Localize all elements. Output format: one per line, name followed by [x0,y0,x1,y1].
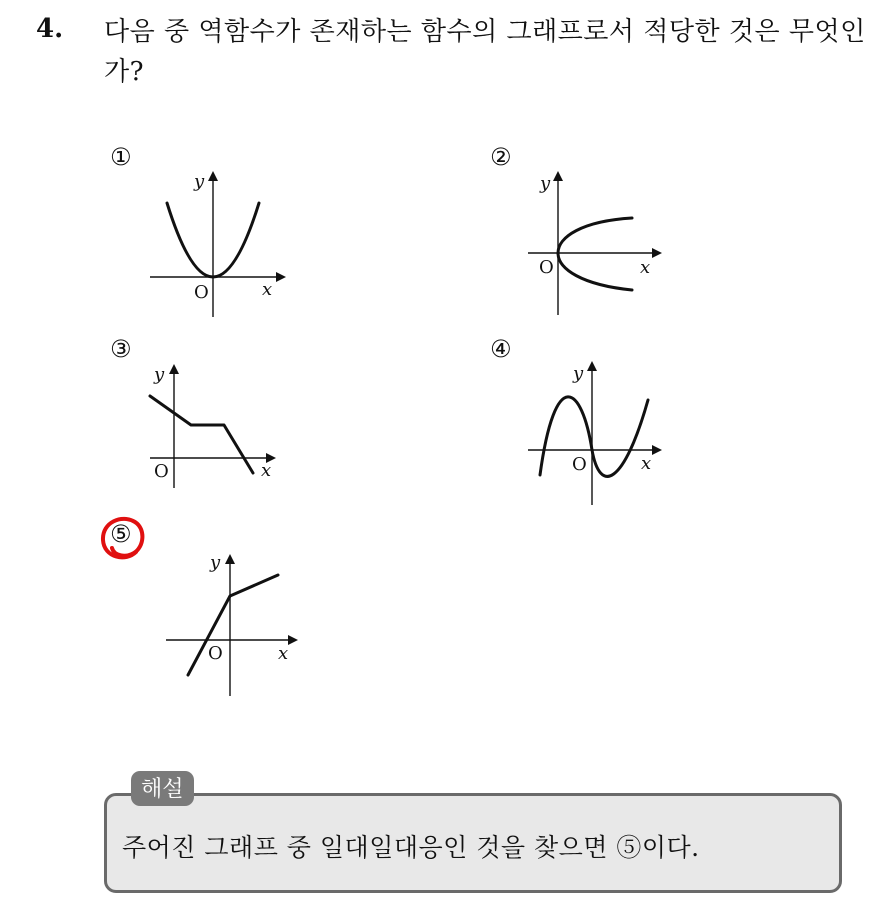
choice-4-graph [520,355,670,510]
x-axis-label: x [278,643,289,664]
increasing-piecewise-line [188,575,278,675]
explanation-text: 주어진 그래프 중 일대일대응인 것을 찾으면 ⑤이다. [122,833,700,862]
y-axis-arrow [587,361,597,371]
choice-1-label[interactable]: ① [110,143,132,171]
question-number: 4. [36,14,64,44]
answer-circle-mark [98,512,148,562]
choice-3-label[interactable]: ③ [110,335,132,363]
origin-label: O [154,461,169,482]
y-axis-arrow [553,171,563,181]
y-axis-arrow [225,554,235,564]
x-axis-label: x [261,460,272,481]
origin-label: O [572,454,587,475]
choice-3-graph [140,358,290,493]
x-axis-arrow [276,272,286,282]
x-axis-label: x [640,257,651,278]
cubic-curve [540,397,648,477]
origin-label: O [194,282,209,303]
y-axis-label: y [210,552,221,573]
origin-label: O [539,257,554,278]
choice-5-graph [160,548,310,703]
x-axis-label: x [262,279,273,300]
choice-2-label[interactable]: ② [490,143,512,171]
y-axis-label: y [540,173,551,194]
explanation-tag: 해설 [131,771,194,806]
x-axis-arrow [288,635,298,645]
x-axis-arrow [652,445,662,455]
question-text: 다음 중 역함수가 존재하는 함수의 그래프로서 적당한 것은 무엇인가? [104,17,866,87]
y-axis-label: y [154,364,165,385]
choice-2-graph [520,165,670,320]
x-axis-arrow [652,248,662,258]
sideways-parabola-curve [558,218,632,290]
y-axis-label: y [194,171,205,192]
red-pen-circle [103,519,142,557]
origin-label: O [208,643,223,664]
y-axis-arrow [208,171,218,181]
choice-5-label[interactable]: ⑤ [110,520,132,548]
choice-4-label[interactable]: ④ [490,335,512,363]
choice-1-graph [140,165,290,320]
y-axis-label: y [573,363,584,384]
y-axis-arrow [169,364,179,374]
x-axis-label: x [641,453,652,474]
